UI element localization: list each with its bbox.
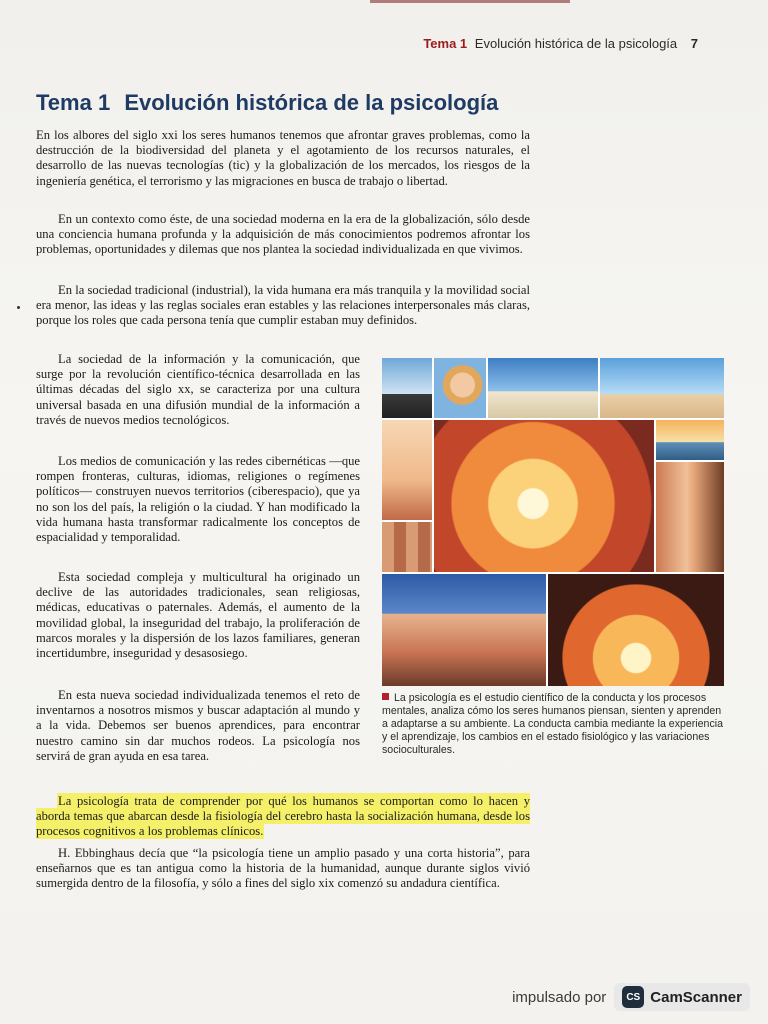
paragraph-9: H. Ebbinghaus decía que “la psicología tiene un amplio pasado y una corta historia”, para enseñarnos que es tan antigua como la historia de la humanidad, aunque durante siglos vivió sumergida dentro de la filosofía, y sólo a fines del siglo xix comenzó su andadura científica. bbox=[36, 846, 530, 891]
chapter-title-text: Evolución histórica de la psicología bbox=[124, 90, 499, 115]
photo-faces-grid bbox=[382, 522, 432, 572]
chapter-title bbox=[36, 90, 498, 116]
photo-friends-group bbox=[382, 574, 546, 686]
paragraph-7: En esta nueva sociedad individualizada tenemos el reto de inventarnos a nosotros mismos y buscar adaptación al mundo y a la vida. Debemos ser buenos aprendices, para encontrar nuestro camino sin dar muchos rodeos. La psicología nos servirá de gran ayuda en esa tarea. bbox=[36, 688, 360, 763]
paragraph-6: Esta sociedad compleja y multicultural ha originado un declive de las autoridades tradicionales, sean religiosas, médicas, educativas o paternales. Además, el aumento de la movilidad global, la inseguridad del trabajo, la proliferación de marcos morales y la dispersión de los lazos familiares, generan incertidumbre, inseguridad y desasosiego. bbox=[36, 570, 360, 661]
photo-crowd-silhouette bbox=[382, 358, 432, 418]
camscanner-watermark bbox=[512, 982, 750, 1012]
photo-beach-sunset bbox=[656, 420, 724, 460]
photo-couple-kiss bbox=[656, 462, 724, 572]
running-head bbox=[423, 36, 698, 51]
page-number: 7 bbox=[690, 36, 698, 51]
running-head-tema: Tema 1 bbox=[423, 36, 468, 51]
caption-marker bbox=[382, 693, 389, 700]
paragraph-1: En los albores del siglo xxi los seres humanos tenemos que afrontar graves problemas, como la destrucción de la biodiversidad del planeta y el agotamiento de los recursos naturales, el desarrollo de las nuevas tecnologías (tic) y la globalización de los mercados, los riesgos de la ingeniería genética, el terrorismo y las migraciones en busca de trabajo o libertad. bbox=[36, 128, 530, 188]
photo-hands-sky bbox=[382, 420, 432, 520]
camscanner-logo-icon: CS bbox=[622, 986, 644, 1008]
figure-caption bbox=[382, 692, 726, 757]
photo-collage bbox=[382, 358, 724, 686]
top-rule bbox=[370, 0, 570, 3]
scan-speck bbox=[17, 306, 20, 309]
highlighted-text: La psicología trata de comprender por qué los humanos se comportan como lo hacen y aborda temas que abarcan desde la fisiología del cerebro hasta la socialización humana, desde los procesos cognitivos a los problemas clínicos. bbox=[36, 794, 530, 839]
camscanner-brand: CamScanner bbox=[650, 988, 742, 1006]
photo-jumping-group bbox=[488, 358, 598, 418]
photo-beach-woman bbox=[600, 358, 724, 418]
paragraph-2: En un contexto como éste, de una sociedad moderna en la era de la globalización, sólo desde una conciencia humana profunda y la adquisición de más conocimientos podremos afrontar los problemas, oportunidades y dilemas que nos plantea la sociedad individualizada en que vivimos. bbox=[36, 212, 530, 257]
chapter-title-tema: Tema 1 bbox=[36, 90, 111, 115]
camscanner-badge bbox=[614, 983, 750, 1011]
paragraph-5: Los medios de comunicación y las redes cibernéticas —que rompen fronteras, culturas, idiomas, religiones o regímenes políticos— construyen nuevos territorios (ciberespacio), que ya no son los del país, la religión o la ciudad. Y han modificado la vida humana hasta transformar radicalmente los conceptos de espacialidad y temporalidad. bbox=[36, 454, 360, 545]
watermark-prefix: impulsado por bbox=[512, 988, 607, 1006]
running-head-title: Evolución histórica de la psicología bbox=[474, 36, 678, 51]
paragraph-4: La sociedad de la información y la comunicación, que surge por la revolución científico-técnica desarrollada en las últimas décadas del siglo xx, se caracteriza por una cultura universal basada en una difusión mundial de la información a través de nuevos medios tecnológicos. bbox=[36, 352, 360, 427]
paragraph-3: En la sociedad tradicional (industrial), la vida humana era más tranquila y la movilidad social era menor, las ideas y las reglas sociales eran estables y las relaciones interpersonales más claras, porque los roles que cada persona tenía que cumplir estaban muy definidos. bbox=[36, 283, 530, 328]
photo-sunset-dancers bbox=[434, 420, 654, 572]
photo-smiling-girl bbox=[434, 358, 486, 418]
caption-text: La psicología es el estudio científico de la conducta y los procesos mentales, analiza cómo los seres humanos piensan, sienten y aprenden a adaptarse a su ambiente. La conducta cambia mediante la experiencia y el aprendizaje, los cambios en el estado fisiológico y las variaciones socioculturales. bbox=[382, 692, 723, 756]
highlighted-paragraph bbox=[36, 794, 530, 840]
photo-concert-silhouettes bbox=[548, 574, 724, 686]
